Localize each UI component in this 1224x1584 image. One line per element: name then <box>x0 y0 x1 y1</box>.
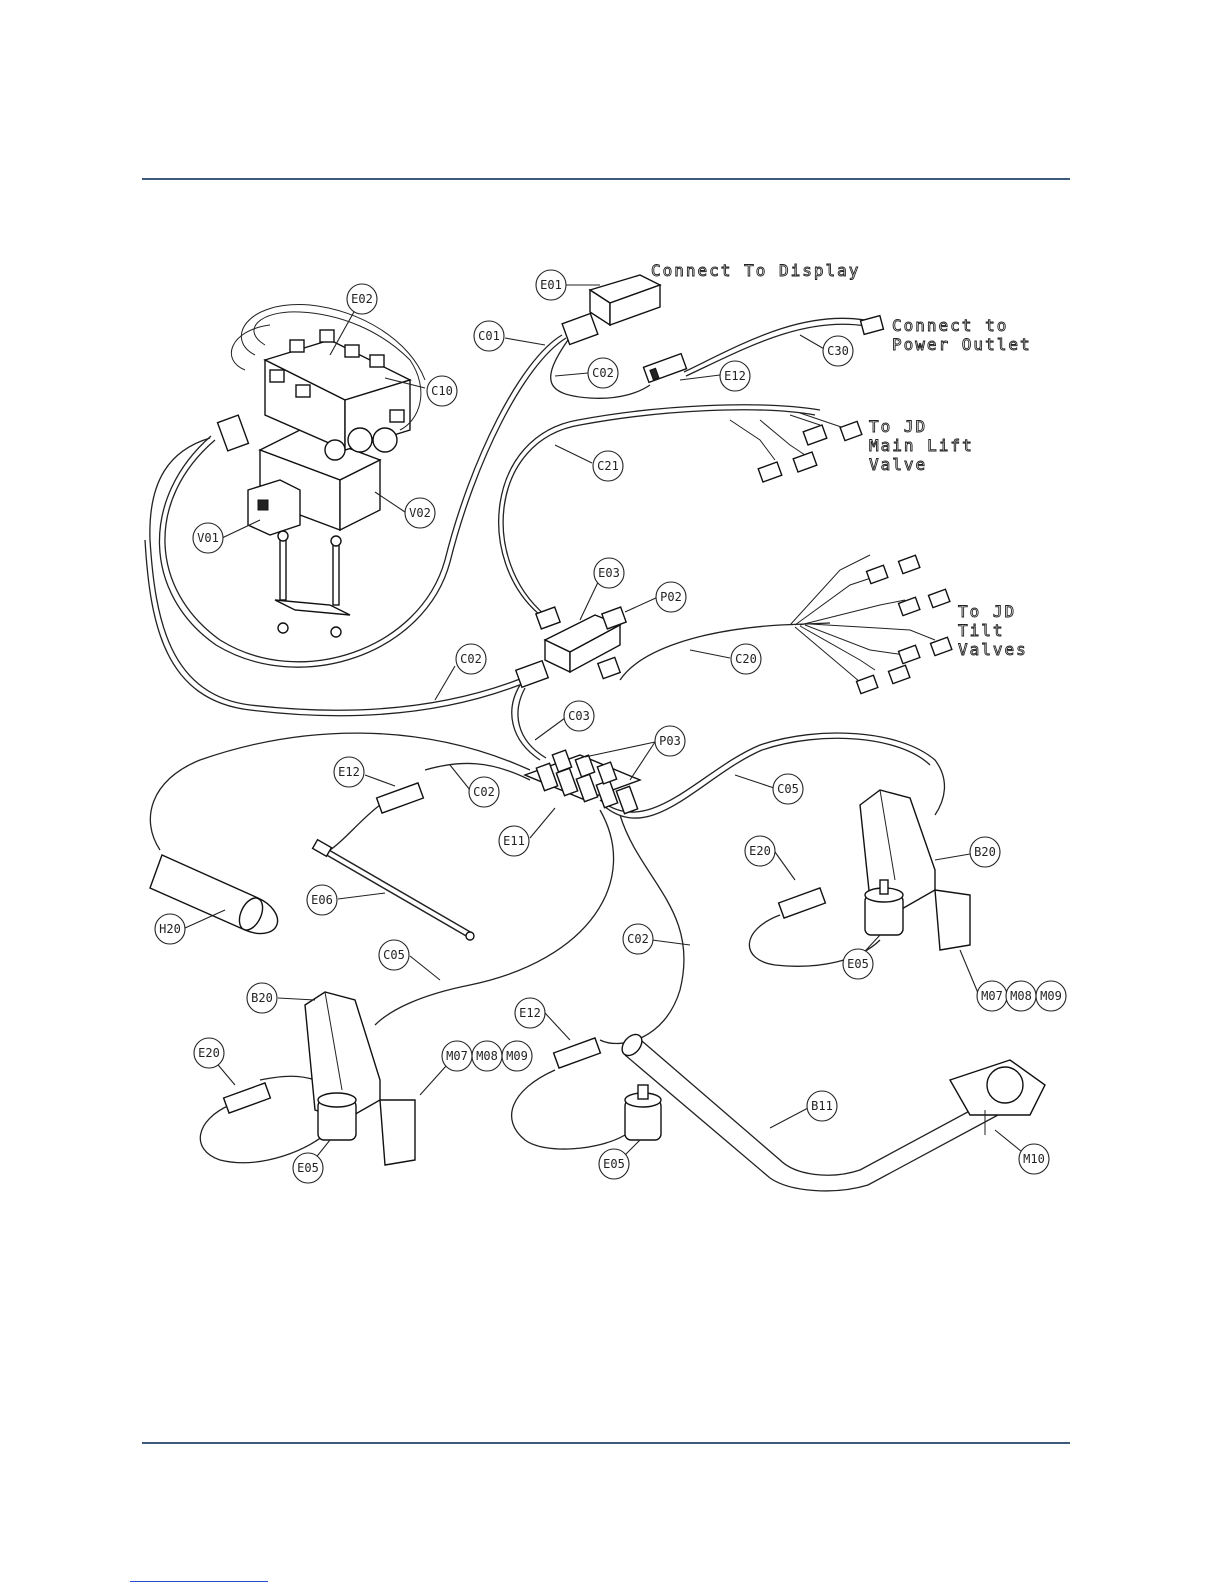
cable-e06 <box>330 805 380 850</box>
svg-text:E05: E05 <box>603 1157 625 1171</box>
svg-text:E03: E03 <box>598 566 620 580</box>
callout-e20-left <box>194 1038 224 1068</box>
note-tilt-1: To JD <box>958 602 1017 621</box>
svg-text:B20: B20 <box>974 845 996 859</box>
callout-c05-left <box>379 940 409 970</box>
svg-text:E20: E20 <box>198 1046 220 1060</box>
callout-c01 <box>474 321 504 351</box>
svg-text:C20: C20 <box>735 652 757 666</box>
svg-text:M09: M09 <box>1040 989 1062 1003</box>
callout-m09-right <box>1036 981 1066 1011</box>
callout-c02-lower <box>623 924 653 954</box>
callout-e12-bottom <box>515 998 545 1028</box>
callout-e03 <box>594 558 624 588</box>
callout-c10 <box>427 376 457 406</box>
e03-hub <box>516 607 626 687</box>
e12-connector-top <box>643 354 686 383</box>
svg-text:C02: C02 <box>473 785 495 799</box>
svg-text:E06: E06 <box>311 893 333 907</box>
svg-text:C30: C30 <box>827 344 849 358</box>
svg-text:E05: E05 <box>847 957 869 971</box>
callout-e11 <box>499 826 529 856</box>
callout-m08-right <box>1006 981 1036 1011</box>
callout-c21 <box>593 451 623 481</box>
svg-text:E05: E05 <box>297 1161 319 1175</box>
svg-text:C10: C10 <box>431 384 453 398</box>
callout-e12-top <box>720 361 750 391</box>
e12-connector-bottom <box>554 1038 601 1068</box>
callout-e01 <box>536 270 566 300</box>
callout-e05-right <box>843 949 873 979</box>
valve-block <box>218 305 425 637</box>
note-tilt-3: Valves <box>958 640 1028 659</box>
svg-text:M07: M07 <box>446 1049 468 1063</box>
e05-sensor-center <box>625 1085 661 1140</box>
note-power-2: Power Outlet <box>892 335 1032 354</box>
callout-c02-center <box>469 777 499 807</box>
callout-b20-right <box>970 837 1000 867</box>
callout-m08-left <box>472 1041 502 1071</box>
cable-e12-mid <box>425 763 530 780</box>
callout-e12-mid <box>334 757 364 787</box>
svg-text:M09: M09 <box>506 1049 528 1063</box>
cable-c21-branches <box>730 413 850 460</box>
cable-c03 <box>512 685 540 760</box>
callout-b20-left <box>247 983 277 1013</box>
callout-c20 <box>731 644 761 674</box>
e11-p03-cluster <box>525 750 640 814</box>
callout-v01 <box>193 523 223 553</box>
e12-connector-mid <box>377 783 424 813</box>
svg-text:C03: C03 <box>568 709 590 723</box>
callout-h20 <box>155 914 185 944</box>
callout-e02 <box>347 284 377 314</box>
svg-text:H20: H20 <box>159 922 181 936</box>
callout-v02 <box>405 498 435 528</box>
cable-c05-left <box>375 810 614 1025</box>
cable-c20 <box>620 623 830 680</box>
svg-text:M10: M10 <box>1023 1152 1045 1166</box>
svg-text:B11: B11 <box>811 1099 833 1113</box>
callout-m07-left <box>442 1041 472 1071</box>
lift-valve-plugs <box>758 421 862 482</box>
callout-e20-right <box>745 836 775 866</box>
cable-e20-left-b <box>260 1076 315 1080</box>
svg-text:C05: C05 <box>777 782 799 796</box>
callout-m09-left <box>502 1041 532 1071</box>
callout-m10 <box>1019 1144 1049 1174</box>
callout-p03 <box>655 726 685 756</box>
note-display: Connect To Display <box>651 261 861 280</box>
svg-text:M08: M08 <box>476 1049 498 1063</box>
svg-text:C01: C01 <box>478 329 500 343</box>
b20-bracket-right <box>779 790 970 950</box>
callout-c02-mid <box>456 644 486 674</box>
svg-text:V01: V01 <box>197 531 219 545</box>
svg-text:E02: E02 <box>351 292 373 306</box>
note-lift-1: To JD <box>869 417 928 436</box>
svg-text:E12: E12 <box>338 765 360 779</box>
svg-text:E11: E11 <box>503 834 525 848</box>
power-plug <box>861 316 884 335</box>
callout-e05-left <box>293 1153 323 1183</box>
callout-c03 <box>564 701 594 731</box>
svg-text:V02: V02 <box>409 506 431 520</box>
note-power-1: Connect to <box>892 316 1009 335</box>
callout-e06 <box>307 885 337 915</box>
callout-c02-top <box>588 358 618 388</box>
svg-text:C02: C02 <box>592 366 614 380</box>
svg-text:E01: E01 <box>540 278 562 292</box>
svg-text:B20: B20 <box>251 991 273 1005</box>
callout-p02 <box>656 582 686 612</box>
svg-text:C21: C21 <box>597 459 619 473</box>
svg-text:E12: E12 <box>519 1006 541 1020</box>
tilt-valve-plugs <box>856 555 951 693</box>
note-lift-2: Main Lift <box>869 436 974 455</box>
note-tilt-2: Tilt <box>958 621 1005 640</box>
cable-e12-bottom <box>512 1070 625 1149</box>
cable-c20-branches <box>790 555 935 682</box>
svg-text:P02: P02 <box>660 590 682 604</box>
callout-b11 <box>807 1091 837 1121</box>
svg-text:C02: C02 <box>460 652 482 666</box>
svg-text:E20: E20 <box>749 844 771 858</box>
callout-c30 <box>823 336 853 366</box>
cable-c03-b <box>518 688 546 758</box>
callout-c05-right <box>773 774 803 804</box>
svg-text:P03: P03 <box>659 734 681 748</box>
svg-text:E12: E12 <box>724 369 746 383</box>
cable-c21 <box>503 410 815 615</box>
svg-text:M07: M07 <box>981 989 1003 1003</box>
callout-m07-right <box>977 981 1007 1011</box>
note-lift-3: Valve <box>869 455 928 474</box>
e06-sensor-rod <box>313 840 474 940</box>
svg-text:C02: C02 <box>627 932 649 946</box>
svg-text:M08: M08 <box>1010 989 1032 1003</box>
callout-e05-center <box>599 1149 629 1179</box>
svg-text:C05: C05 <box>383 948 405 962</box>
